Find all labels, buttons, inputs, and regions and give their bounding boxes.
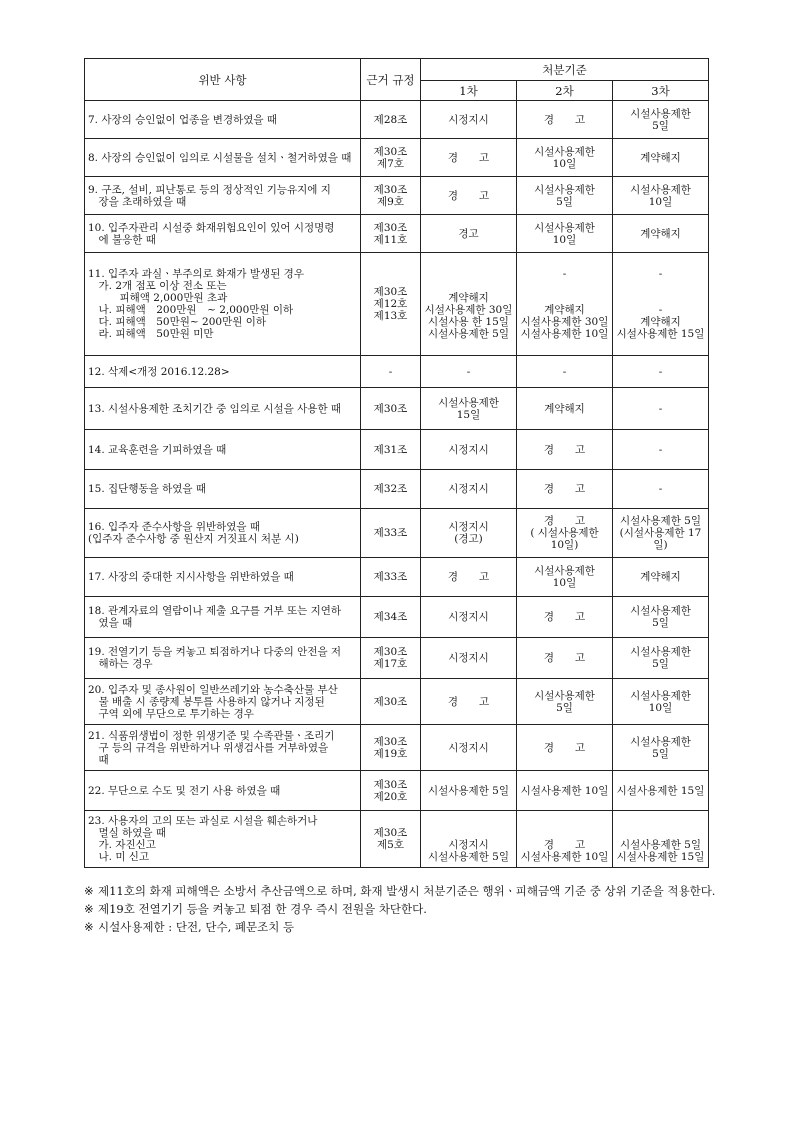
table-row [85,597,709,638]
first-cell: 시설사용제한 5일 [421,771,517,811]
second-cell: 경 고 [517,725,613,771]
first-cell: 경 고 [421,558,517,597]
third-cell: - [613,470,709,509]
basis-cell: 제30조 제7호 [361,139,421,177]
first-cell: 경 고 [421,177,517,215]
second-cell: 시설사용제한 10일 [517,558,613,597]
first-cell: 경 고 [421,679,517,725]
third-cell: 시설사용제한 5일 [613,638,709,679]
violation-cell: 21. 식품위생법이 정한 위생기준 및 수족관물ㆍ조리기 구 등의 규격을 위반하거나 위생검사를 거부하였을 때 [85,725,361,771]
violation-cell: 10. 입주자관리 시설중 화재위험요인이 있어 시정명령 에 불응한 때 [85,215,361,253]
violation-cell: 12. 삭제<개정 2016.12.28> [85,356,361,388]
footnote-text: 시설사용제한 : 단전, 단수, 폐문조치 등 [98,920,295,934]
second-cell: 경 고 ( 시설사용제한 10일) [517,509,613,558]
violation-cell: 20. 입주자 및 종사원이 일반쓰레기와 농수축산물 부산 물 배출 시 종량제 봉투를 사용하지 않거나 지정된 구역 외에 무단으로 투기하는 경우 [85,679,361,725]
footnote [84,900,744,918]
violation-cell: 13. 시설사용제한 조치기간 중 임의로 시설을 사용한 때 [85,388,361,430]
first-cell: 시정지시 (경고) [421,509,517,558]
first-cell: 시정지시 [421,470,517,509]
header-criteria: 처분기준 [421,59,709,81]
header-basis: 근거 규정 [361,59,421,101]
violation-cell: 11. 입주자 과실ㆍ부주의로 화재가 발생된 경우 가. 2개 점포 이상 전소 또는 피해액 2,000만원 초과 나. 피해액 200만원 ~ 2,000만원 이하 다. 피해액 50만원~ 200만원 이하 라. 피해액 50만원 미만 [85,253,361,356]
violation-cell: 18. 관계자료의 열람이나 제출 요구를 거부 또는 지연하 였을 때 [85,597,361,638]
third-cell: 시설사용제한 5일 (시설사용제한 17일) [613,509,709,558]
violation-cell: 23. 사용자의 고의 또는 과실로 시설을 훼손하거나 멸실 하였을 때 가. 자진신고 나. 미 신고 [85,811,361,868]
second-cell: 경 고 [517,638,613,679]
first-cell: 시정지시 [421,725,517,771]
third-cell: 시설사용제한 5일 [613,597,709,638]
penalty-table [84,58,709,868]
basis-cell: 제30조 [361,388,421,430]
second-cell: 경 고 [517,101,613,139]
violation-cell: 8. 사장의 승인없이 임의로 시설물을 설치ㆍ철거하였을 때 [85,139,361,177]
basis-cell: 제30조 제9호 [361,177,421,215]
basis-cell: 제30조 제11호 [361,215,421,253]
violation-cell: 16. 입주자 준수사항을 위반하였을 때 (입주자 준수사항 중 원산지 거짓표시 처분 시) [85,509,361,558]
table-row [85,811,709,868]
second-cell: 시설사용제한 10일 [517,139,613,177]
first-cell: 시정지시 [421,430,517,470]
second-cell: 경 고 [517,470,613,509]
table-row [85,771,709,811]
footnote-text: 제19호 전열기기 등을 켜놓고 퇴점 한 경우 즉시 전원을 차단한다. [98,902,427,916]
basis-cell: 제30조 제5호 [361,811,421,868]
first-cell: 경고 [421,215,517,253]
violation-cell: 19. 전열기기 등을 켜놓고 퇴점하거나 다중의 안전을 저 해하는 경우 [85,638,361,679]
table-row [85,215,709,253]
first-cell: 경 고 [421,139,517,177]
third-cell: 시설사용제한 10일 [613,177,709,215]
first-cell: 시정지시 [421,638,517,679]
second-cell: 시설사용제한 5일 [517,177,613,215]
header-second: 2차 [517,81,613,101]
third-cell: 시설사용제한 5일 [613,725,709,771]
basis-cell: 제33조 [361,558,421,597]
second-cell: 계약해지 [517,388,613,430]
table-row [85,101,709,139]
basis-cell: 제30조 제19호 [361,725,421,771]
third-cell: 계약해지 [613,215,709,253]
third-cell: - [613,388,709,430]
table-row [85,253,709,356]
reference-mark: ※ [84,902,94,916]
footnote [84,918,744,936]
basis-cell: 제32조 [361,470,421,509]
table-row [85,725,709,771]
second-cell: 경 고 시설사용제한 10일 [517,811,613,868]
second-cell: 시설사용제한 5일 [517,679,613,725]
second-cell: 시설사용제한 10일 [517,771,613,811]
third-cell: 시설사용제한 10일 [613,679,709,725]
violation-cell: 22. 무단으로 수도 및 전기 사용 하였을 때 [85,771,361,811]
footnote [84,882,744,900]
third-cell: 계약해지 [613,139,709,177]
basis-cell: 제30조 제12호 제13호 [361,253,421,356]
first-cell: 시정지시 시설사용제한 5일 [421,811,517,868]
first-cell: 계약해지 시설사용제한 30일 시설사용 한 15일 시설사용제한 5일 [421,253,517,356]
third-cell: 시설사용제한 5일 시설사용제한 15일 [613,811,709,868]
basis-cell: 제28조 [361,101,421,139]
first-cell: 시설사용제한 15일 [421,388,517,430]
second-cell: 경 고 [517,597,613,638]
violation-cell: 14. 교육훈련을 기피하였을 때 [85,430,361,470]
header-violation: 위반 사항 [85,59,361,101]
table-row [85,509,709,558]
table-row [85,470,709,509]
basis-cell: 제30조 제20호 [361,771,421,811]
header-first: 1차 [421,81,517,101]
basis-cell: 제31조 [361,430,421,470]
basis-cell: 제30조 제17호 [361,638,421,679]
table-row [85,356,709,388]
second-cell: - 계약해지 시설사용제한 30일 시설사용제한 10일 [517,253,613,356]
table-row [85,139,709,177]
basis-cell: 제34조 [361,597,421,638]
violation-cell: 7. 사장의 승인없이 업종을 변경하였을 때 [85,101,361,139]
table-row [85,177,709,215]
basis-cell: 제33조 [361,509,421,558]
third-cell: - [613,356,709,388]
third-cell: - - 계약해지 시설사용제한 15일 [613,253,709,356]
table-row [85,388,709,430]
first-cell: 시정지시 [421,101,517,139]
basis-cell: 제30조 [361,679,421,725]
third-cell: 계약해지 [613,558,709,597]
reference-mark: ※ [84,920,94,934]
footnote-text: 제11호의 화재 피해액은 소방서 추산금액으로 하며, 화재 발생시 처분기준은 행위ㆍ피해금액 기준 중 상위 기준을 적용한다. [98,884,716,898]
basis-cell: - [361,356,421,388]
violation-cell: 17. 사장의 중대한 지시사항을 위반하였을 때 [85,558,361,597]
third-cell: 시설사용제한 15일 [613,771,709,811]
table-row [85,558,709,597]
first-cell: 시정지시 [421,597,517,638]
footnotes [84,882,744,936]
third-cell: - [613,430,709,470]
table-row [85,430,709,470]
first-cell: - [421,356,517,388]
second-cell: 시설사용제한 10일 [517,215,613,253]
table-row [85,638,709,679]
third-cell: 시설사용제한 5일 [613,101,709,139]
reference-mark: ※ [84,884,94,898]
violation-cell: 15. 집단행동을 하였을 때 [85,470,361,509]
header-third: 3차 [613,81,709,101]
second-cell: 경 고 [517,430,613,470]
violation-cell: 9. 구조, 설비, 피난통로 등의 정상적인 기능유지에 지 장을 초래하였을 때 [85,177,361,215]
second-cell: - [517,356,613,388]
table-row [85,679,709,725]
